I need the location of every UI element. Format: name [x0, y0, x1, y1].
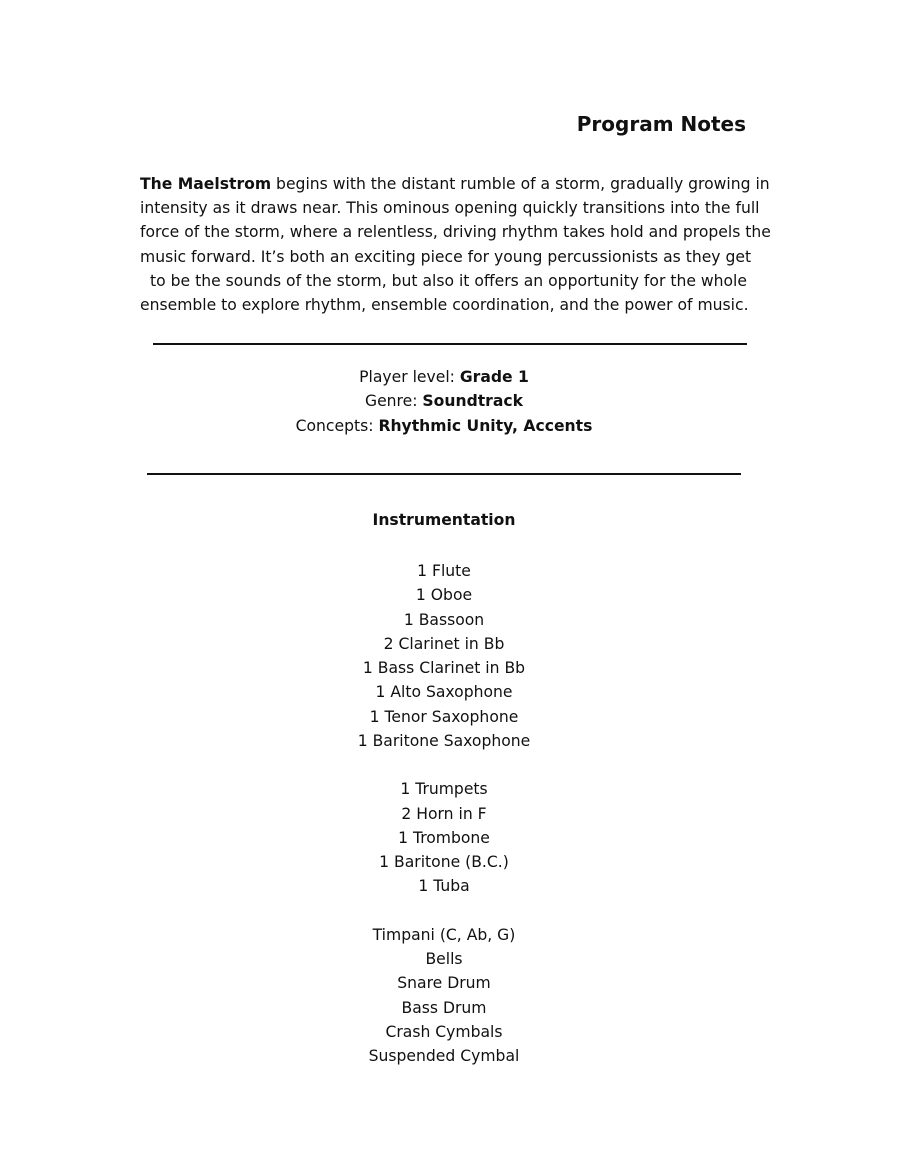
instrument-item: 1 Alto Saxophone: [375, 683, 513, 702]
genre-row: [0, 389, 888, 413]
instrument-item: 2 Clarinet in Bb: [383, 634, 505, 653]
concepts-value: Rhythmic Unity, Accents: [378, 416, 593, 435]
instrument-item: 1 Tuba: [418, 877, 470, 896]
instrument-item: 1 Baritone Saxophone: [357, 731, 531, 750]
piece-title: The Maelstrom: [140, 175, 272, 193]
genre-value: Soundtrack: [422, 392, 524, 411]
instrument-item: 1 Trumpets: [400, 780, 488, 799]
player-level-row: [0, 365, 888, 389]
program-notes-paragraph: [140, 172, 771, 317]
instrument-item: 2 Horn in F: [401, 804, 487, 823]
instrument-item: 1 Tenor Saxophone: [369, 707, 519, 726]
group-spacer: [0, 899, 888, 923]
piece-details: [0, 365, 888, 438]
notes-line-6: ensemble to explore rhythm, ensemble coordination, and the power of music.: [140, 296, 749, 315]
page-title: Program Notes: [576, 112, 746, 136]
instrument-item: Bells: [425, 950, 463, 968]
player-level-label: Player level:: [359, 368, 460, 386]
concepts-label: Concepts:: [295, 416, 379, 435]
notes-line-3: force of the storm, where a relentless, driving rhythm takes hold and propels the: [140, 223, 771, 242]
instrumentation-title: Instrumentation: [372, 511, 516, 529]
genre-label: Genre:: [364, 392, 423, 411]
notes-line-1: [140, 172, 770, 196]
instrumentation-list: [0, 559, 888, 1068]
notes-line-5: to be the sounds of the storm, but also it offers an opportunity for the whole: [150, 271, 747, 290]
concepts-row: [0, 414, 888, 438]
divider-top: [153, 343, 747, 345]
notes-line-4: music forward. It’s both an exciting piece for young percussionists as they get: [140, 247, 752, 266]
instrument-item: 1 Oboe: [415, 586, 473, 605]
instrument-item: Timpani (C, Ab, G): [372, 925, 516, 944]
instrument-item: 1 Flute: [417, 562, 471, 580]
notes-line-2: intensity as it draws near. This ominous opening quickly transitions into the full: [140, 199, 760, 218]
player-level-value: Grade 1: [459, 368, 529, 386]
notes-line-1-text: begins with the distant rumble of a storm, gradually growing in: [271, 175, 770, 193]
divider-bottom: [147, 473, 741, 475]
instrument-item: Bass Drum: [401, 998, 487, 1017]
instrument-item: 1 Trombone: [398, 828, 490, 847]
instrument-item: Suspended Cymbal: [368, 1047, 520, 1065]
group-spacer: [0, 753, 888, 777]
instrument-item: 1 Baritone (B.C.): [379, 853, 509, 871]
instrument-item: 1 Bass Clarinet in Bb: [362, 659, 526, 677]
instrument-item: Snare Drum: [397, 974, 491, 993]
instrument-item: 1 Bassoon: [403, 610, 485, 629]
instrument-item: Crash Cymbals: [385, 1022, 503, 1041]
